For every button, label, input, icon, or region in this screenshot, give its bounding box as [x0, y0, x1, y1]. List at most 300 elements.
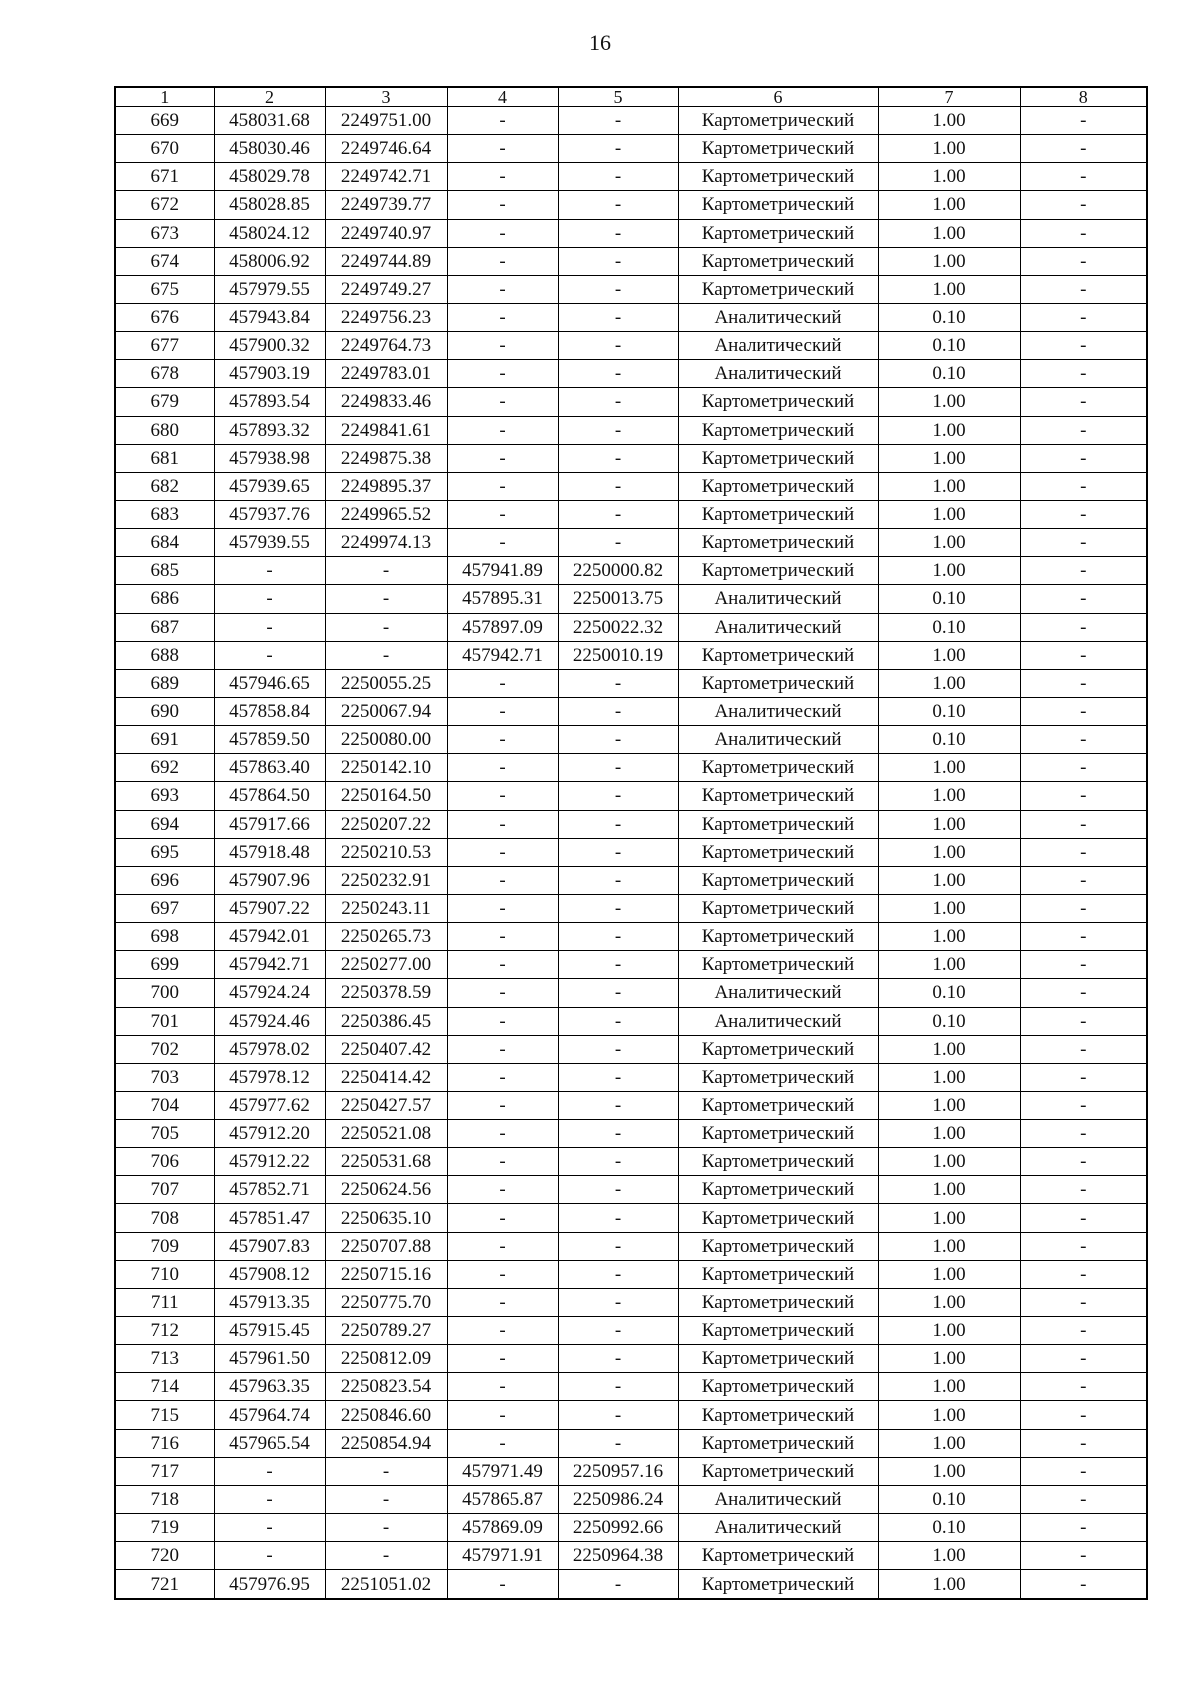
table-cell: - — [214, 1514, 325, 1542]
table-cell: 2250022.32 — [558, 613, 678, 641]
table-cell: Картометрический — [678, 1401, 878, 1429]
table-cell: - — [1020, 697, 1147, 725]
table-cell: 1.00 — [878, 1429, 1020, 1457]
table-row — [115, 1091, 1147, 1119]
table-cell: - — [1020, 444, 1147, 472]
table-cell: 2250000.82 — [558, 557, 678, 585]
table-cell: 2250210.53 — [325, 838, 447, 866]
table-cell: 2249895.37 — [325, 472, 447, 500]
table-cell: 677 — [115, 332, 214, 360]
table-cell: - — [558, 1260, 678, 1288]
table-cell: 2249749.27 — [325, 275, 447, 303]
table-cell: - — [325, 641, 447, 669]
table-cell: - — [1020, 332, 1147, 360]
table-cell: - — [1020, 1288, 1147, 1316]
table-cell: - — [558, 529, 678, 557]
table-cell: 689 — [115, 669, 214, 697]
table-cell: 457913.35 — [214, 1288, 325, 1316]
table-cell: 457893.32 — [214, 416, 325, 444]
table-row — [115, 1457, 1147, 1485]
table-cell: 670 — [115, 135, 214, 163]
table-cell: - — [1020, 951, 1147, 979]
table-cell: 2250265.73 — [325, 923, 447, 951]
table-cell: Картометрический — [678, 1570, 878, 1599]
table-cell: - — [558, 1401, 678, 1429]
table-cell: 457938.98 — [214, 444, 325, 472]
table-row — [115, 979, 1147, 1007]
table-cell: 457859.50 — [214, 726, 325, 754]
column-header: 4 — [447, 87, 558, 107]
table-row — [115, 1485, 1147, 1513]
table-row — [115, 866, 1147, 894]
table-cell: - — [1020, 416, 1147, 444]
table-row — [115, 416, 1147, 444]
table-cell: - — [558, 360, 678, 388]
table-cell: 2250378.59 — [325, 979, 447, 1007]
table-cell: Картометрический — [678, 866, 878, 894]
table-cell: 1.00 — [878, 388, 1020, 416]
table-cell: 2249833.46 — [325, 388, 447, 416]
table-cell: 1.00 — [878, 247, 1020, 275]
table-cell: 2249875.38 — [325, 444, 447, 472]
table-cell: - — [325, 613, 447, 641]
table-cell: - — [447, 866, 558, 894]
table-cell: 716 — [115, 1429, 214, 1457]
table-cell: 2250080.00 — [325, 726, 447, 754]
table-cell: 457912.20 — [214, 1120, 325, 1148]
table-cell: Аналитический — [678, 697, 878, 725]
page-number: 16 — [589, 30, 611, 55]
table-row — [115, 1260, 1147, 1288]
table-cell: - — [1020, 135, 1147, 163]
table-cell: 457976.95 — [214, 1570, 325, 1599]
table-cell: - — [558, 1148, 678, 1176]
table-row — [115, 1148, 1147, 1176]
table-cell: 2249756.23 — [325, 303, 447, 331]
table-cell: 1.00 — [878, 1232, 1020, 1260]
table-row — [115, 360, 1147, 388]
table-cell: - — [1020, 191, 1147, 219]
table-cell: - — [447, 1288, 558, 1316]
table-cell: - — [558, 923, 678, 951]
table-cell: - — [1020, 360, 1147, 388]
table-cell: 0.10 — [878, 1007, 1020, 1035]
table-row — [115, 107, 1147, 135]
table-cell: 721 — [115, 1570, 214, 1599]
table-cell: 2250635.10 — [325, 1204, 447, 1232]
table-cell: - — [558, 1345, 678, 1373]
table-cell: 1.00 — [878, 1570, 1020, 1599]
table-cell: Картометрический — [678, 247, 878, 275]
table-cell: - — [447, 669, 558, 697]
table-cell: - — [447, 444, 558, 472]
table-cell: Картометрический — [678, 1204, 878, 1232]
table-row — [115, 219, 1147, 247]
table-cell: 711 — [115, 1288, 214, 1316]
table-cell: - — [558, 782, 678, 810]
table-cell: 680 — [115, 416, 214, 444]
table-row — [115, 191, 1147, 219]
table-cell: 2250624.56 — [325, 1176, 447, 1204]
table-cell: 1.00 — [878, 135, 1020, 163]
table-cell: - — [558, 754, 678, 782]
table-cell: 718 — [115, 1485, 214, 1513]
table-cell: - — [447, 135, 558, 163]
table-cell: 2250531.68 — [325, 1148, 447, 1176]
table-cell: 1.00 — [878, 1345, 1020, 1373]
table-cell: Картометрический — [678, 1176, 878, 1204]
table-cell: 457863.40 — [214, 754, 325, 782]
table-cell: 2249740.97 — [325, 219, 447, 247]
table-cell: 2250427.57 — [325, 1091, 447, 1119]
table-cell: 457907.83 — [214, 1232, 325, 1260]
table-cell: 683 — [115, 500, 214, 528]
table-cell: 1.00 — [878, 782, 1020, 810]
table-row — [115, 1401, 1147, 1429]
table-cell: 0.10 — [878, 726, 1020, 754]
table-cell: - — [214, 585, 325, 613]
table-cell: - — [1020, 1120, 1147, 1148]
table-cell: - — [214, 557, 325, 585]
table-cell: 458028.85 — [214, 191, 325, 219]
table-cell: 457907.22 — [214, 894, 325, 922]
table-cell: - — [447, 1091, 558, 1119]
table-cell: Картометрический — [678, 219, 878, 247]
table-cell: - — [558, 1007, 678, 1035]
table-cell: Картометрический — [678, 1260, 878, 1288]
table-cell: 0.10 — [878, 360, 1020, 388]
table-cell: 702 — [115, 1035, 214, 1063]
table-row — [115, 1429, 1147, 1457]
table-cell: 457865.87 — [447, 1485, 558, 1513]
table-cell: - — [1020, 1542, 1147, 1570]
table-cell: Картометрический — [678, 1429, 878, 1457]
table-cell: 1.00 — [878, 444, 1020, 472]
table-row — [115, 754, 1147, 782]
table-cell: - — [558, 697, 678, 725]
table-cell: 699 — [115, 951, 214, 979]
table-cell: 1.00 — [878, 529, 1020, 557]
table-cell: - — [558, 1317, 678, 1345]
table-cell: 0.10 — [878, 303, 1020, 331]
table-row — [115, 1204, 1147, 1232]
table-cell: Картометрический — [678, 923, 878, 951]
table-cell: 712 — [115, 1317, 214, 1345]
table-cell: 457864.50 — [214, 782, 325, 810]
table-cell: - — [1020, 1457, 1147, 1485]
table-cell: 2250207.22 — [325, 810, 447, 838]
table-cell: Аналитический — [678, 585, 878, 613]
table-cell: - — [1020, 641, 1147, 669]
table-cell: 1.00 — [878, 1317, 1020, 1345]
table-cell: - — [1020, 529, 1147, 557]
table-cell: 675 — [115, 275, 214, 303]
column-header: 6 — [678, 87, 878, 107]
table-cell: 2249841.61 — [325, 416, 447, 444]
table-cell: - — [1020, 726, 1147, 754]
table-row — [115, 1288, 1147, 1316]
table-cell: 0.10 — [878, 613, 1020, 641]
table-cell: - — [447, 1063, 558, 1091]
table-cell: 2249744.89 — [325, 247, 447, 275]
table-cell: - — [214, 641, 325, 669]
table-cell: 2250854.94 — [325, 1429, 447, 1457]
table-cell: - — [558, 332, 678, 360]
table-cell: - — [447, 1204, 558, 1232]
table-cell: 709 — [115, 1232, 214, 1260]
table-cell: - — [558, 1091, 678, 1119]
table-cell: 2250414.42 — [325, 1063, 447, 1091]
table-cell: 457908.12 — [214, 1260, 325, 1288]
table-cell: - — [1020, 557, 1147, 585]
table-cell: Картометрический — [678, 810, 878, 838]
table-cell: 457903.19 — [214, 360, 325, 388]
table-cell: Картометрический — [678, 894, 878, 922]
table-cell: 2250013.75 — [558, 585, 678, 613]
table-cell: 457943.84 — [214, 303, 325, 331]
table-cell: 686 — [115, 585, 214, 613]
table-cell: 2249965.52 — [325, 500, 447, 528]
table-cell: Картометрический — [678, 500, 878, 528]
table-cell: 690 — [115, 697, 214, 725]
table-cell: 2251051.02 — [325, 1570, 447, 1599]
table-cell: Аналитический — [678, 1485, 878, 1513]
table-cell: - — [558, 1035, 678, 1063]
table-cell: Аналитический — [678, 332, 878, 360]
table-cell: - — [447, 360, 558, 388]
table-cell: 457917.66 — [214, 810, 325, 838]
table-cell: - — [558, 1204, 678, 1232]
table-cell: 457939.55 — [214, 529, 325, 557]
table-cell: - — [1020, 838, 1147, 866]
table-cell: - — [1020, 1345, 1147, 1373]
table-cell: - — [558, 107, 678, 135]
table-cell: Картометрический — [678, 641, 878, 669]
table-cell: 2250715.16 — [325, 1260, 447, 1288]
table-cell: 707 — [115, 1176, 214, 1204]
table-cell: 458031.68 — [214, 107, 325, 135]
table-cell: - — [447, 275, 558, 303]
table-cell: - — [447, 219, 558, 247]
table-cell: 2250232.91 — [325, 866, 447, 894]
table-cell: 673 — [115, 219, 214, 247]
table-cell: 715 — [115, 1401, 214, 1429]
table-cell: 457924.24 — [214, 979, 325, 1007]
table-cell: 713 — [115, 1345, 214, 1373]
table-cell: 2250789.27 — [325, 1317, 447, 1345]
table-cell: 2250277.00 — [325, 951, 447, 979]
table-cell: - — [447, 1007, 558, 1035]
table-cell: 685 — [115, 557, 214, 585]
table-row — [115, 472, 1147, 500]
table-cell: 1.00 — [878, 1401, 1020, 1429]
table-cell: - — [447, 1345, 558, 1373]
table-cell: 457918.48 — [214, 838, 325, 866]
table-cell: 1.00 — [878, 1457, 1020, 1485]
table-row — [115, 613, 1147, 641]
table-cell: - — [1020, 1514, 1147, 1542]
table-cell: - — [447, 303, 558, 331]
table-cell: 0.10 — [878, 1485, 1020, 1513]
table-row — [115, 135, 1147, 163]
table-row — [115, 894, 1147, 922]
table-cell: 457895.31 — [447, 585, 558, 613]
table-cell: 2250067.94 — [325, 697, 447, 725]
table-cell: - — [447, 1429, 558, 1457]
table-cell: 2249783.01 — [325, 360, 447, 388]
table-cell: - — [447, 416, 558, 444]
table-cell: - — [558, 1063, 678, 1091]
table-row — [115, 388, 1147, 416]
table-cell: - — [558, 669, 678, 697]
table-cell: 679 — [115, 388, 214, 416]
table-cell: - — [447, 1148, 558, 1176]
table-cell: 1.00 — [878, 1035, 1020, 1063]
table-cell: Аналитический — [678, 726, 878, 754]
table-cell: - — [447, 1176, 558, 1204]
table-cell: 1.00 — [878, 1148, 1020, 1176]
table-cell: - — [1020, 669, 1147, 697]
table-cell: 457977.62 — [214, 1091, 325, 1119]
table-row — [115, 697, 1147, 725]
table-cell: 701 — [115, 1007, 214, 1035]
table-row — [115, 951, 1147, 979]
table-cell: 457941.89 — [447, 557, 558, 585]
table-cell: 720 — [115, 1542, 214, 1570]
table-cell: Картометрический — [678, 529, 878, 557]
table-cell: - — [558, 191, 678, 219]
table-cell: Картометрический — [678, 275, 878, 303]
table-cell: 457942.71 — [447, 641, 558, 669]
table-cell: 1.00 — [878, 191, 1020, 219]
table-cell: 1.00 — [878, 1063, 1020, 1091]
table-cell: 684 — [115, 529, 214, 557]
table-cell: Картометрический — [678, 557, 878, 585]
table-cell: - — [447, 472, 558, 500]
table-cell: - — [1020, 1485, 1147, 1513]
table-cell: - — [1020, 923, 1147, 951]
table-cell: - — [447, 247, 558, 275]
table-cell: - — [1020, 1373, 1147, 1401]
table-cell: Картометрический — [678, 472, 878, 500]
table-cell: 458024.12 — [214, 219, 325, 247]
table-cell: - — [447, 923, 558, 951]
table-cell: - — [1020, 754, 1147, 782]
table-cell: 695 — [115, 838, 214, 866]
table-cell: - — [558, 979, 678, 1007]
table-cell: - — [1020, 1232, 1147, 1260]
table-cell: 1.00 — [878, 669, 1020, 697]
table-cell: - — [1020, 866, 1147, 894]
table-cell: Картометрический — [678, 1063, 878, 1091]
table-cell: 2249746.64 — [325, 135, 447, 163]
table-cell: - — [1020, 1063, 1147, 1091]
table-cell: 1.00 — [878, 866, 1020, 894]
table-cell: 1.00 — [878, 1176, 1020, 1204]
table-cell: 706 — [115, 1148, 214, 1176]
table-cell: Аналитический — [678, 360, 878, 388]
table-cell: - — [1020, 782, 1147, 810]
table-row — [115, 726, 1147, 754]
table-cell: - — [447, 529, 558, 557]
table-cell: - — [1020, 1007, 1147, 1035]
table-cell: - — [325, 1514, 447, 1542]
table-cell: Картометрический — [678, 1091, 878, 1119]
table-cell: - — [558, 810, 678, 838]
table-cell: 457978.02 — [214, 1035, 325, 1063]
table-cell: Картометрический — [678, 1148, 878, 1176]
table-cell: Картометрический — [678, 1373, 878, 1401]
table-cell: 1.00 — [878, 557, 1020, 585]
table-cell: - — [325, 585, 447, 613]
table-cell: 1.00 — [878, 219, 1020, 247]
table-cell: 708 — [115, 1204, 214, 1232]
table-cell: - — [1020, 1148, 1147, 1176]
table-cell: 1.00 — [878, 275, 1020, 303]
table-cell: - — [1020, 219, 1147, 247]
table-cell: Аналитический — [678, 979, 878, 1007]
table-cell: - — [558, 163, 678, 191]
table-cell: 688 — [115, 641, 214, 669]
table-cell: - — [1020, 275, 1147, 303]
table-cell: 1.00 — [878, 1288, 1020, 1316]
table-cell: 0.10 — [878, 585, 1020, 613]
table-cell: 678 — [115, 360, 214, 388]
table-cell: - — [447, 838, 558, 866]
table-cell: - — [447, 1260, 558, 1288]
table-cell: 2249742.71 — [325, 163, 447, 191]
table-cell: 700 — [115, 979, 214, 1007]
table-cell: 2250846.60 — [325, 1401, 447, 1429]
table-cell: - — [1020, 1401, 1147, 1429]
table-cell: 457971.91 — [447, 1542, 558, 1570]
table-cell: - — [447, 1317, 558, 1345]
table-cell: - — [1020, 107, 1147, 135]
table-cell: - — [1020, 500, 1147, 528]
table-row — [115, 1317, 1147, 1345]
table-row — [115, 1035, 1147, 1063]
table-cell: 1.00 — [878, 1373, 1020, 1401]
table-cell: 704 — [115, 1091, 214, 1119]
table-cell: - — [1020, 894, 1147, 922]
table-cell: - — [447, 1035, 558, 1063]
table-cell: - — [558, 388, 678, 416]
table-cell: 1.00 — [878, 1204, 1020, 1232]
table-cell: Картометрический — [678, 163, 878, 191]
table-row — [115, 810, 1147, 838]
table-cell: 457852.71 — [214, 1176, 325, 1204]
table-row — [115, 1570, 1147, 1599]
table-cell: - — [447, 1401, 558, 1429]
table-cell: - — [558, 726, 678, 754]
table-cell: 2250812.09 — [325, 1345, 447, 1373]
table-cell: 1.00 — [878, 416, 1020, 444]
table-cell: 1.00 — [878, 838, 1020, 866]
table-cell: Картометрический — [678, 416, 878, 444]
table-cell: 2250986.24 — [558, 1485, 678, 1513]
table-cell: 691 — [115, 726, 214, 754]
table-cell: 1.00 — [878, 810, 1020, 838]
table-row — [115, 1345, 1147, 1373]
table-cell: - — [447, 107, 558, 135]
table-cell: - — [558, 247, 678, 275]
table-cell: - — [447, 1373, 558, 1401]
table-cell: - — [447, 1120, 558, 1148]
table-cell: 457939.65 — [214, 472, 325, 500]
table-cell: 2249974.13 — [325, 529, 447, 557]
table-cell: Картометрический — [678, 1120, 878, 1148]
table-cell: 457965.54 — [214, 1429, 325, 1457]
